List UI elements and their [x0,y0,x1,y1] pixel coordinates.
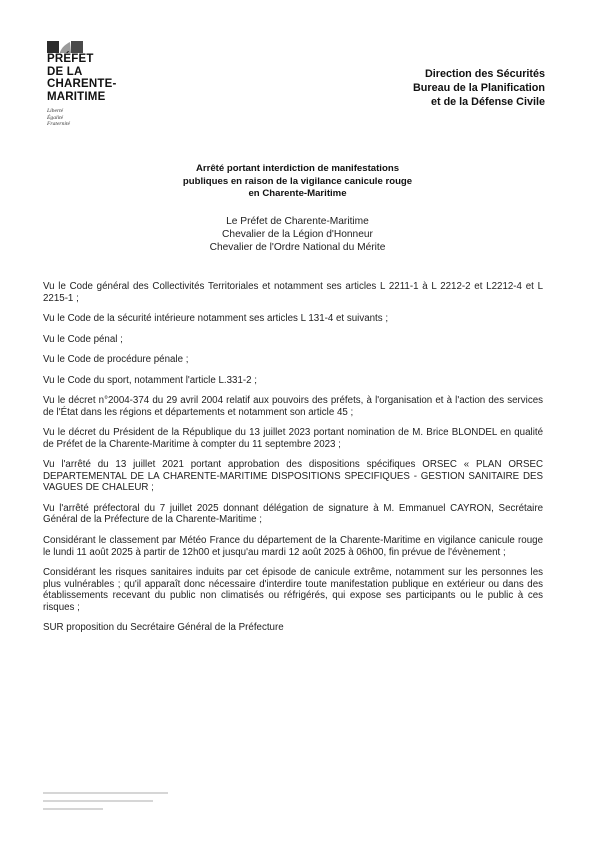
marianne-logo [47,40,83,52]
prefect-titles [100,215,495,254]
paragraph: Vu l'arrêté préfectoral du 7 juillet 2025 donnant délégation de signature à M. Emmanuel CAYRON, Secrétaire Général de la Préfecture de la Charente-Maritime ; [43,502,543,526]
republic-motto [47,108,70,128]
decree-body [43,281,543,643]
paragraph: Vu le Code du sport, notamment l'article L.331-2 ; [43,374,257,386]
paragraph: Vu le décret n°2004-374 du 29 avril 2004 relatif aux pouvoirs des préfets, à l'organisation et à l'action des services de l'État dans les régions et départements et notamment son article 45 ; [43,395,543,418]
prefect-line: Chevalier de l'Ordre National du Mérite [209,242,386,253]
paragraph: Vu le Code général des Collectivités Territoriales et notamment ses articles L 2211-1 à L 2212-2 et L2212-4 et L 2215-1 ; [43,281,543,304]
prefecture-line: PRÉFET [47,53,94,65]
title-line: Arrêté portant interdiction de manifestations [195,163,400,174]
paragraph: Considérant le classement par Météo France du département de la Charente-Maritime en vigilance canicule rouge le lundi 11 août 2025 à partir de 12h00 et jusqu'au mardi 12 août 2025 à 06h00, fin prévue de l'évènement ; [43,534,543,558]
paragraph: SUR proposition du Secrétaire Général de la Préfecture [43,622,284,634]
direction-line: et de la Défense Civile [430,96,545,108]
prefecture-line: MARITIME [47,90,106,103]
prefecture-name [47,53,117,103]
prefect-line: Chevalier de la Légion d'Honneur [222,229,373,240]
paragraph: Vu le Code pénal ; [43,333,123,345]
paragraph: Considérant les risques sanitaires induits par cet épisode de canicule extrême, notamment sur les personnes les plus vulnérables ; qu'il apparaît donc nécessaire d'interdire toute manifestation publique en extérieur ou dans des établissements recevant du public non climatisés ou réfrigérés, qui expose ses participants ou le public à ces risques ; [43,567,543,613]
paragraph: Vu le Code de la sécurité intérieure notamment ses articles L 131-4 et suivants ; [43,313,389,325]
motto-line: Liberté [47,108,64,114]
paragraph: Vu le Code de procédure pénale ; [43,354,189,366]
title-line: publiques en raison de la vigilance canicule rouge [182,175,413,187]
decree-title [100,163,495,201]
paragraph: Vu le décret du Président de la République du 13 juillet 2023 portant nomination de M. Brice BLONDEL en qualité de Préfet de la Charente-Maritime à compter du 11 septembre 2023 ; [43,427,543,450]
motto-line: Égalité [47,114,64,121]
direction-line: Bureau de la Planification [413,82,545,94]
motto-line: Fraternité [47,121,70,128]
prefecture-line: CHARENTE- [47,78,117,91]
direction-line: Direction des Sécurités [424,68,545,80]
direction-block [413,67,545,109]
prefecture-line: DE LA [47,65,83,78]
footer-faint-text [43,790,173,817]
paragraph: Vu l'arrêté du 13 juillet 2021 portant approbation des dispositions spécifiques ORSEC « PLAN ORSEC DEPARTEMENTAL DE LA CHARENTE-MARITIME DISPOSITIONS SPECIFIQUES - GESTION SANITAIRE DES VAGUES DE CHALEUR ; [43,459,543,494]
prefect-line: Le Préfet de Charente-Maritime [226,216,369,227]
title-line: en Charente-Maritime [248,188,347,199]
